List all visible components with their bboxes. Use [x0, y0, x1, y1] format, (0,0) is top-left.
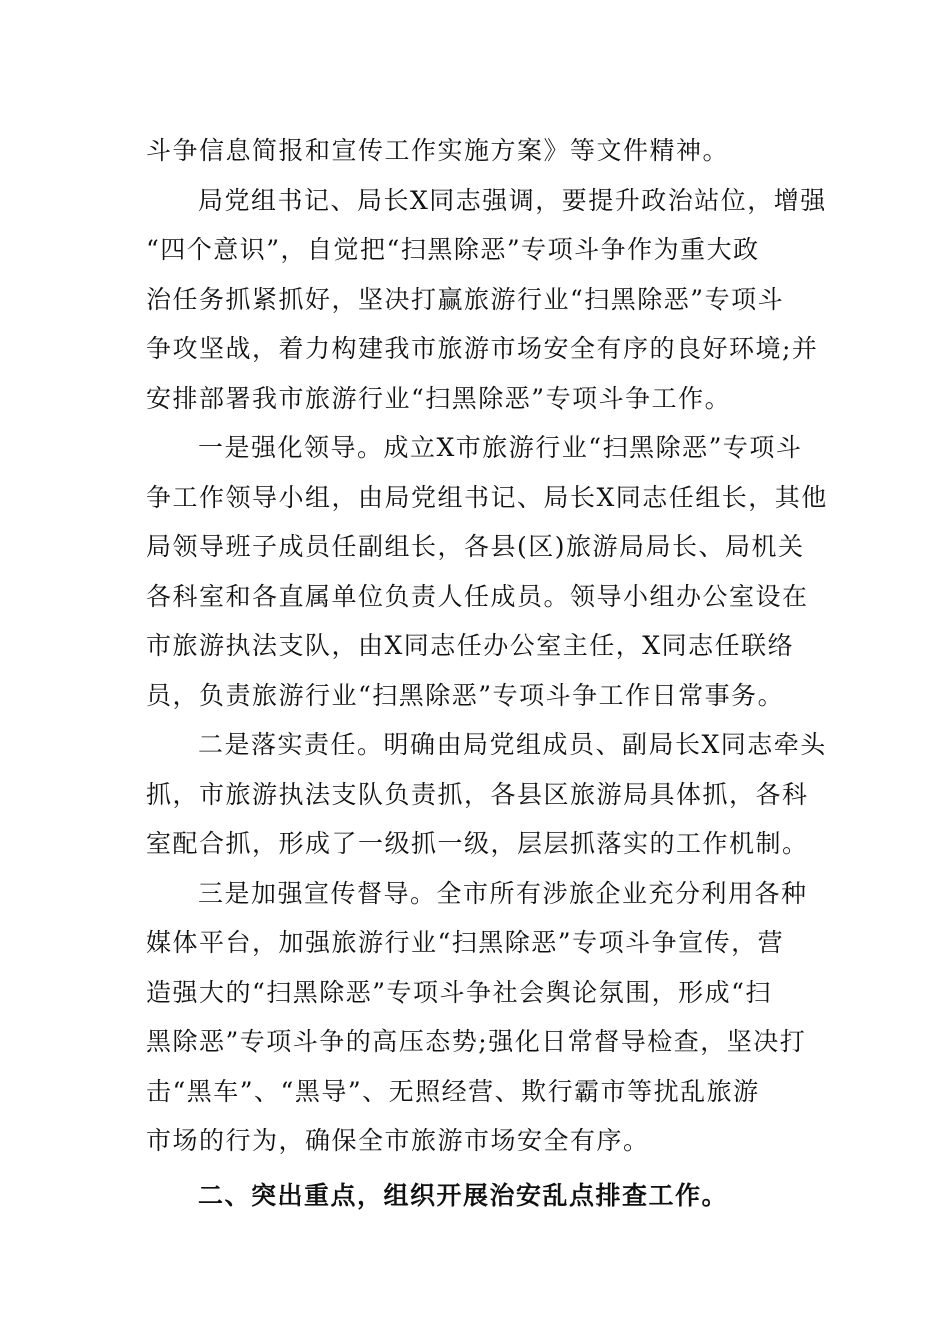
- paragraph-strengthen-leadership: [146, 423, 828, 720]
- text-line: 斗争信息简报和宣传工作实施方案》等文件精神。: [146, 136, 730, 165]
- text-line: 治任务抓紧抓好，坚决打赢旅游行业“扫黑除恶”专项斗: [146, 284, 785, 314]
- paragraph-director-emphasis: [146, 176, 827, 424]
- text-line: 安排部署我市旅游行业“扫黑除恶”专项斗争工作。: [146, 383, 732, 413]
- paragraph-publicity-supervision: [146, 869, 808, 1166]
- text-line: 市场的行为，确保全市旅游市场安全有序。: [146, 1126, 650, 1155]
- text-line: 二是落实责任。明确由局党组成员、副局长X同志牵头: [198, 730, 827, 759]
- text-line: 室配合抓，形成了一级抓一级，层层抓落实的工作机制。: [146, 829, 809, 858]
- text-line: 局领导班子成员任副组长，各县(区)旅游局局长、局机关: [146, 532, 805, 561]
- text-line: 各科室和各直属单位负责人任成员。领导小组办公室设在: [146, 581, 809, 611]
- document-body: [146, 126, 828, 1220]
- paragraph-implement-responsibility: [146, 720, 827, 869]
- text-line: 市旅游执法支队，由X同志任办公室主任，X同志任联络: [146, 631, 795, 660]
- paragraph-continuation: [146, 126, 808, 176]
- text-line: 局党组书记、局长X同志强调，要提升政治站位，增强: [198, 185, 827, 215]
- text-line: 媒体平台，加强旅游行业“扫黑除恶”专项斗争宣传，营: [146, 928, 785, 957]
- section-heading: 二、突出重点，组织开展治安乱点排查工作。: [198, 1180, 729, 1210]
- text-line: 黑除恶”专项斗争的高压态势;强化日常督导检查，坚决打: [146, 1027, 807, 1056]
- text-line: 击“黑车”、“黑导”、无照经营、欺行霸市等扰乱旅游: [146, 1076, 760, 1106]
- text-line: “四个意识”，自觉把“扫黑除恶”专项斗争作为重大政: [146, 235, 760, 264]
- text-line: 一是强化领导。成立X市旅游行业“扫黑除恶”专项斗: [198, 433, 803, 462]
- text-line: 员，负责旅游行业“扫黑除恶”专项斗争工作日常事务。: [146, 680, 785, 710]
- text-line: 三是加强宣传督导。全市所有涉旅企业充分利用各种: [198, 878, 808, 908]
- text-line: 争攻坚战，着力构建我市旅游市场安全有序的良好环境;并: [146, 334, 819, 363]
- text-line: 抓，市旅游执法支队负责抓，各县区旅游局具体抓，各科: [146, 779, 809, 809]
- text-line: 争工作领导小组，由局党组书记、局长X同志任组长，其他: [146, 482, 828, 512]
- text-line: 造强大的“扫黑除恶”专项斗争社会舆论氛围，形成“扫: [146, 977, 772, 1007]
